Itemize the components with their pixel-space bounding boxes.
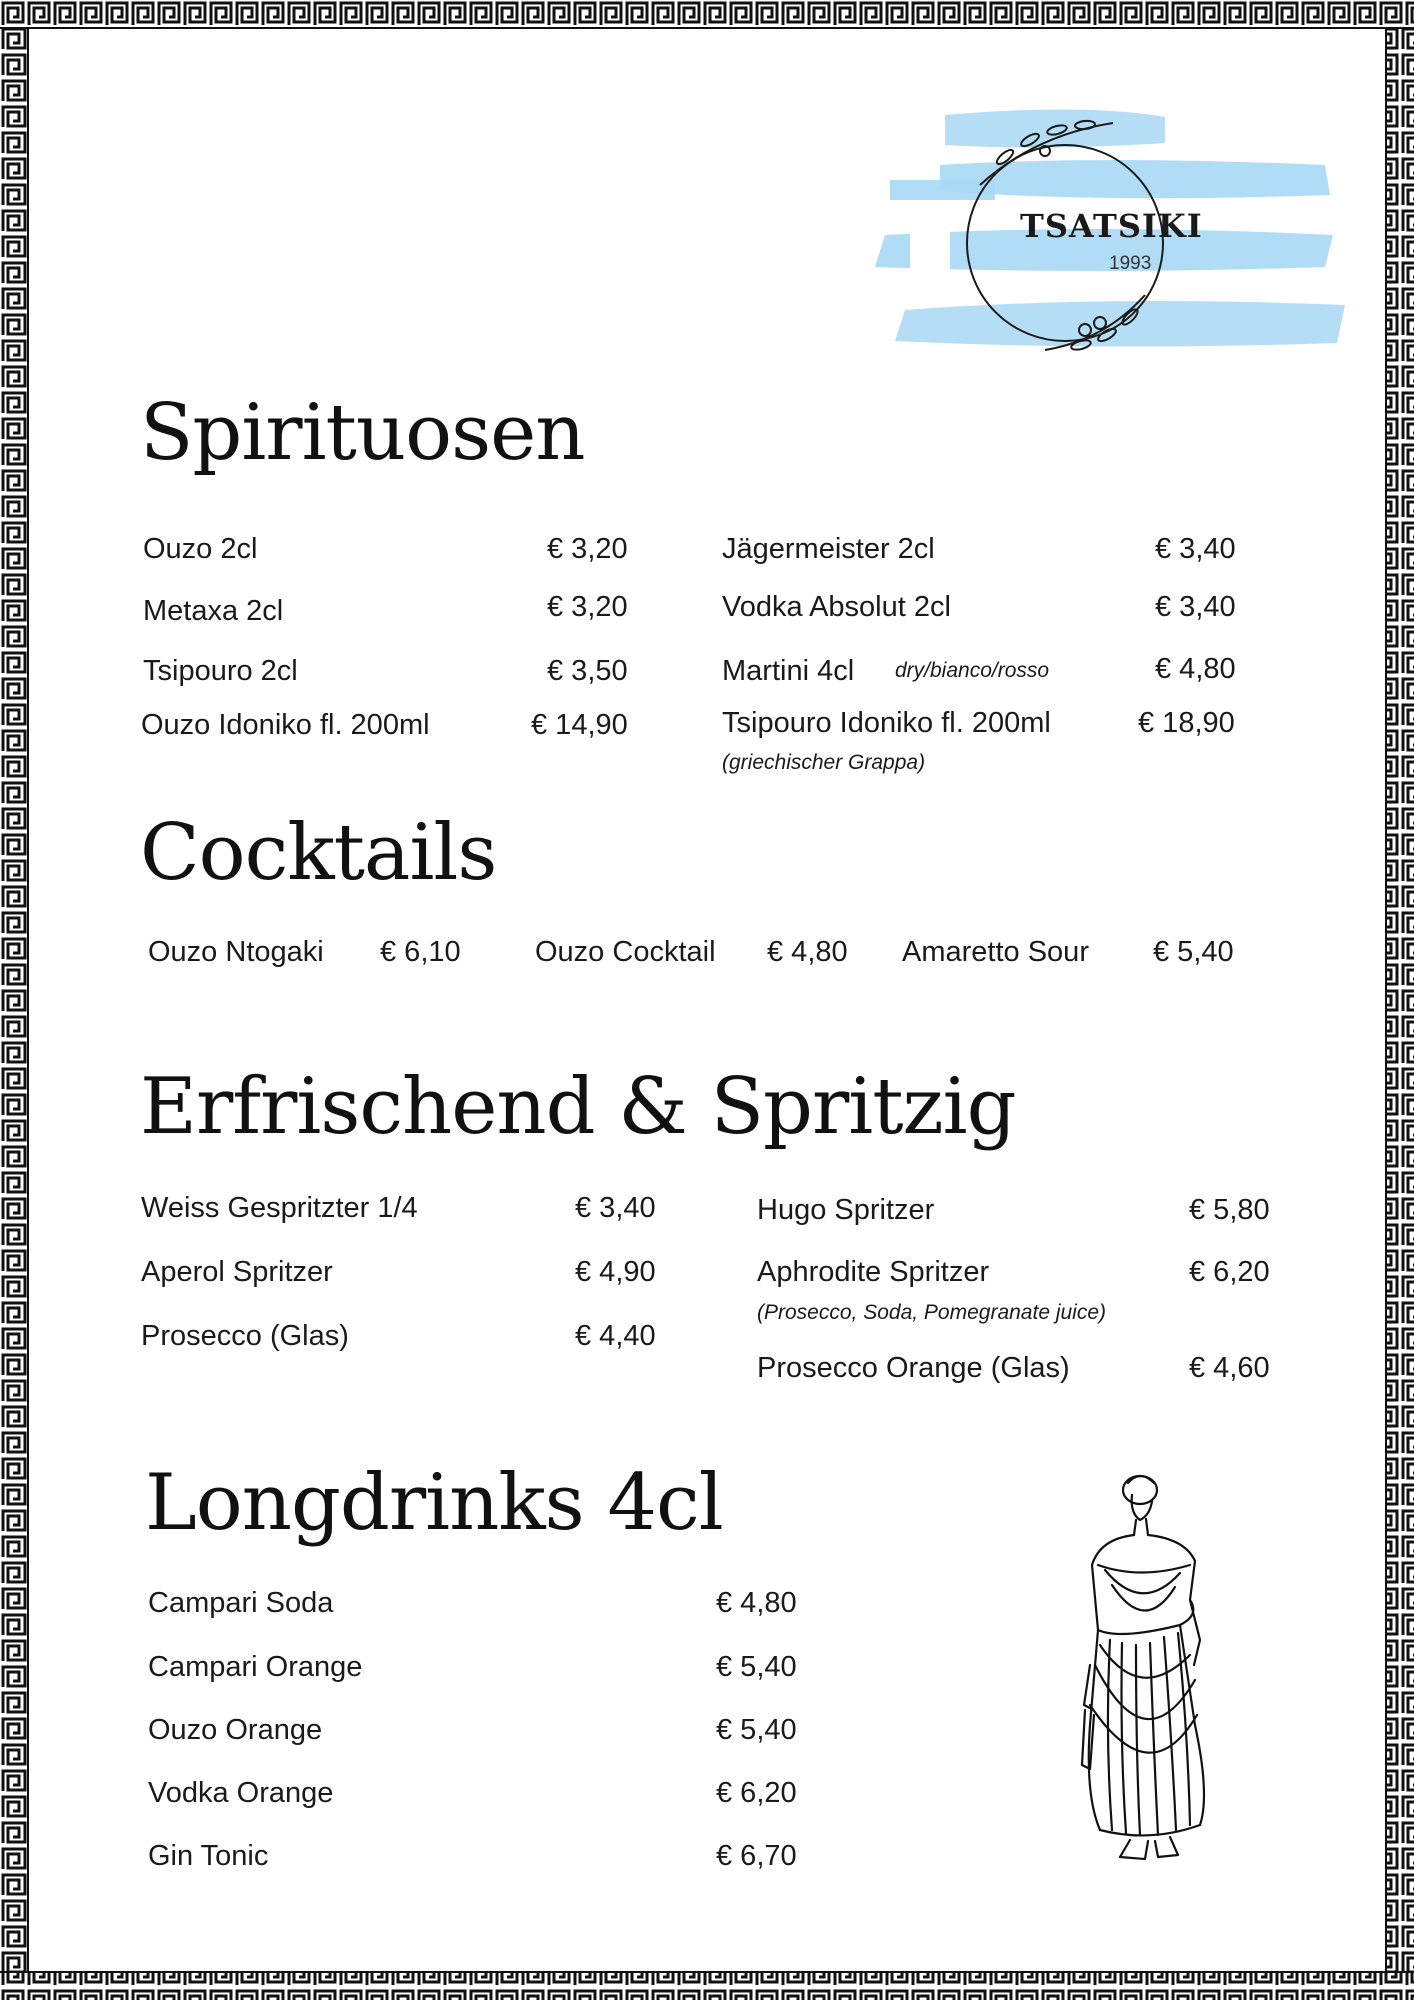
menu-item-price: € 6,20 xyxy=(1189,1256,1270,1288)
menu-item-price: € 6,70 xyxy=(716,1840,797,1872)
menu-item-name: Vodka Orange xyxy=(148,1777,334,1809)
greek-flag-brush-icon xyxy=(845,95,1355,405)
logo-year: 1993 xyxy=(1109,253,1152,274)
menu-item-price: € 3,40 xyxy=(1155,533,1236,565)
menu-item-price: € 6,10 xyxy=(380,936,461,968)
menu-item-price: € 18,90 xyxy=(1138,707,1235,739)
section-title-longdrinks: Longdrinks 4cl xyxy=(145,1458,723,1548)
menu-item-name: Ouzo Orange xyxy=(148,1714,323,1746)
menu-item-name: Aphrodite Spritzer xyxy=(757,1256,990,1288)
menu-item-name: Prosecco (Glas) xyxy=(141,1320,349,1352)
menu-item-price: € 4,80 xyxy=(767,936,848,968)
menu-item-price: € 6,20 xyxy=(716,1777,797,1809)
menu-item-note: (griechischer Grappa) xyxy=(722,751,926,774)
menu-item-name: Amaretto Sour xyxy=(902,936,1089,968)
menu-item-price: € 3,20 xyxy=(547,533,628,565)
menu-item-name: Gin Tonic xyxy=(148,1840,269,1872)
menu-item-price: € 3,40 xyxy=(1155,591,1236,623)
section-title-spirituosen: Spirituosen xyxy=(140,388,585,478)
menu-item-name: Ouzo Idoniko fl. 200ml xyxy=(141,709,430,741)
section-title-cocktails: Cocktails xyxy=(140,808,497,898)
menu-item-price: € 3,20 xyxy=(547,591,628,623)
menu-item-price: € 5,40 xyxy=(1153,936,1234,968)
menu-item-price: € 4,80 xyxy=(1155,653,1236,685)
menu-item-price: € 3,50 xyxy=(547,655,628,687)
menu-item-name: Ouzo Ntogaki xyxy=(148,936,324,968)
menu-item-name: Tsipouro 2cl xyxy=(143,655,298,687)
menu-item-name: Ouzo Cocktail xyxy=(535,936,716,968)
menu-item-name: Weiss Gespritzter 1/4 xyxy=(141,1192,418,1224)
menu-item-price: € 4,40 xyxy=(575,1320,656,1352)
menu-item-name: Metaxa 2cl xyxy=(143,595,284,627)
greek-woman-illustration xyxy=(1050,1465,1240,1885)
menu-item-price: € 3,40 xyxy=(575,1192,656,1224)
menu-item-name: Aperol Spritzer xyxy=(141,1256,333,1288)
menu-item-price: € 4,60 xyxy=(1189,1352,1270,1384)
menu-item-price: € 14,90 xyxy=(531,709,628,741)
menu-item-price: € 5,40 xyxy=(716,1714,797,1746)
menu-item-name: Martini 4cl xyxy=(722,655,855,687)
menu-item-name: Jägermeister 2cl xyxy=(722,533,935,565)
section-title-erfrischend: Erfrischend & Spritzig xyxy=(140,1062,1016,1152)
menu-item-note: (Prosecco, Soda, Pomegranate juice) xyxy=(757,1301,1107,1324)
menu-item-name: Campari Soda xyxy=(148,1587,334,1619)
menu-item-price: € 4,80 xyxy=(716,1587,797,1619)
menu-item-name: Tsipouro Idoniko fl. 200ml xyxy=(722,707,1051,739)
menu-item-name: Prosecco Orange (Glas) xyxy=(757,1352,1070,1384)
greek-woman-icon xyxy=(1050,1465,1240,1885)
menu-item-price: € 5,40 xyxy=(716,1651,797,1683)
restaurant-logo xyxy=(845,95,1355,405)
menu-item-price: € 5,80 xyxy=(1189,1194,1270,1226)
menu-item-note: dry/bianco/rosso xyxy=(895,659,1050,682)
menu-item-name: Hugo Spritzer xyxy=(757,1194,935,1226)
logo-name: TSATSIKI xyxy=(1020,207,1203,245)
menu-item-name: Ouzo 2cl xyxy=(143,533,258,565)
menu-item-name: Campari Orange xyxy=(148,1651,363,1683)
menu-item-name: Vodka Absolut 2cl xyxy=(722,591,951,623)
menu-item-price: € 4,90 xyxy=(575,1256,656,1288)
